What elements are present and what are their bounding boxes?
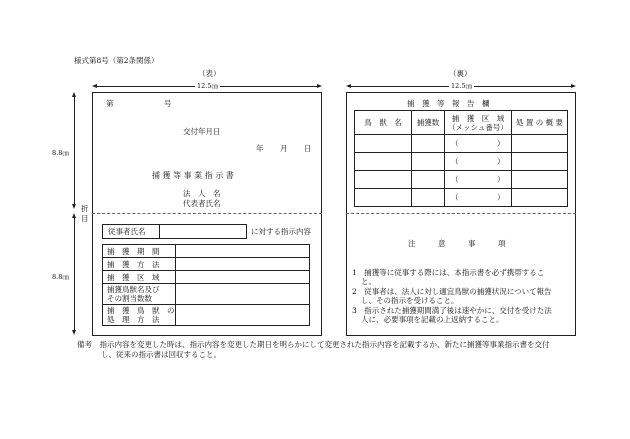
date-year: 年 [256, 144, 264, 153]
table-row [355, 189, 568, 207]
front-fold-line [92, 213, 322, 214]
table-row [103, 305, 310, 326]
table-row [103, 245, 310, 258]
col-action: 処 置 の 概 要 [512, 111, 568, 135]
back-side-label: （裏） [449, 69, 472, 78]
front-side-label: （表） [198, 69, 221, 78]
document-title: 捕 獲 等 事 業 指 示 書 [152, 171, 234, 180]
paren-open: （ [451, 193, 459, 202]
table-row [103, 271, 310, 284]
report-table [354, 110, 568, 207]
paren-close: ） [497, 139, 505, 148]
fold-label-2: 目 [81, 214, 89, 223]
note-line: と。 [361, 277, 376, 286]
date-day: 日 [304, 144, 312, 153]
table-row [355, 171, 568, 189]
front-height-top-label: 8.8㎝ [52, 149, 69, 157]
row-label-species-2: その割当数数 [107, 294, 152, 303]
rep-name-label: 代表者氏名 [183, 199, 221, 208]
paren-close: ） [497, 175, 505, 184]
col-count: 捕獲数 [412, 111, 445, 135]
instruction-table [102, 244, 310, 326]
issue-date-label: 交付年月日 [183, 127, 221, 136]
table-row [355, 153, 568, 171]
col-area: 捕 獲 区 域 [451, 113, 505, 123]
note-line: 人に、必要事項を記載の上返納すること。 [361, 315, 504, 324]
row-label-species: 捕獲鳥獣名及び [107, 285, 160, 294]
table-row [355, 111, 568, 135]
remarks-line: し、従来の指示書は回収すること。 [101, 350, 221, 359]
paren-open: （ [451, 157, 459, 166]
paren-close: ） [497, 193, 505, 202]
row-label-disposal: 捕 獲 鳥 獣 の [107, 306, 175, 315]
form-number: 様式第8号（第2条関係） [74, 56, 159, 65]
remarks-line: 備考 指示内容を変更した時は、指示内容を変更した期日を明らかにして変更された指示内容を記載するか、新たに捕獲等事業指示書を交付 [77, 340, 550, 349]
instruction-suffix: に対する指示内容 [251, 227, 311, 236]
number-label-2: 号 [164, 99, 172, 108]
notes-title: 注 意 事 項 [408, 239, 506, 248]
note-line: 3 指示された捕獲期間満了後は速やかに、交付を受けた法 [352, 306, 552, 315]
row-label-period: 捕 獲 期 間 [103, 245, 176, 258]
front-width-dimension [92, 82, 322, 90]
note-line: 1 捕獲等に従事する際には、本指示書を必ず携帯するこ [352, 268, 545, 277]
row-label-area: 捕 獲 区 域 [103, 271, 176, 284]
fold-label-1: 折 [81, 204, 89, 213]
paren-open: （ [451, 139, 459, 148]
col-area-sub: （メッシュ番号） [448, 122, 508, 132]
table-row [103, 258, 310, 271]
row-label-method: 捕 獲 方 法 [103, 258, 176, 271]
col-species: 鳥 獣 名 [355, 111, 412, 135]
front-height-bottom-label: 8.8㎝ [52, 273, 69, 281]
paren-open: （ [451, 175, 459, 184]
date-month: 月 [280, 144, 288, 153]
number-label-1: 第 [106, 99, 114, 108]
back-fold-line [346, 213, 576, 214]
corp-name-label: 法 人 名 [183, 189, 221, 198]
paren-close: ） [497, 157, 505, 166]
table-row [355, 135, 568, 153]
worker-name-box [102, 224, 247, 239]
row-label-disposal-2: 処 理 方 法 [107, 315, 160, 324]
table-row [103, 284, 310, 305]
back-width-dimension [346, 82, 576, 90]
front-width-label: 12.5㎝ [197, 82, 218, 90]
note-line: し、その指示を受けること。 [361, 296, 459, 305]
worker-name-label: 従事者氏名 [108, 227, 146, 236]
note-line: 2 従事者は、法人に対し適宜鳥獣の捕獲状況について報告 [352, 287, 552, 296]
report-title: 捕 獲 等 報 告 欄 [407, 99, 490, 108]
back-width-label: 12.5㎝ [451, 82, 472, 90]
